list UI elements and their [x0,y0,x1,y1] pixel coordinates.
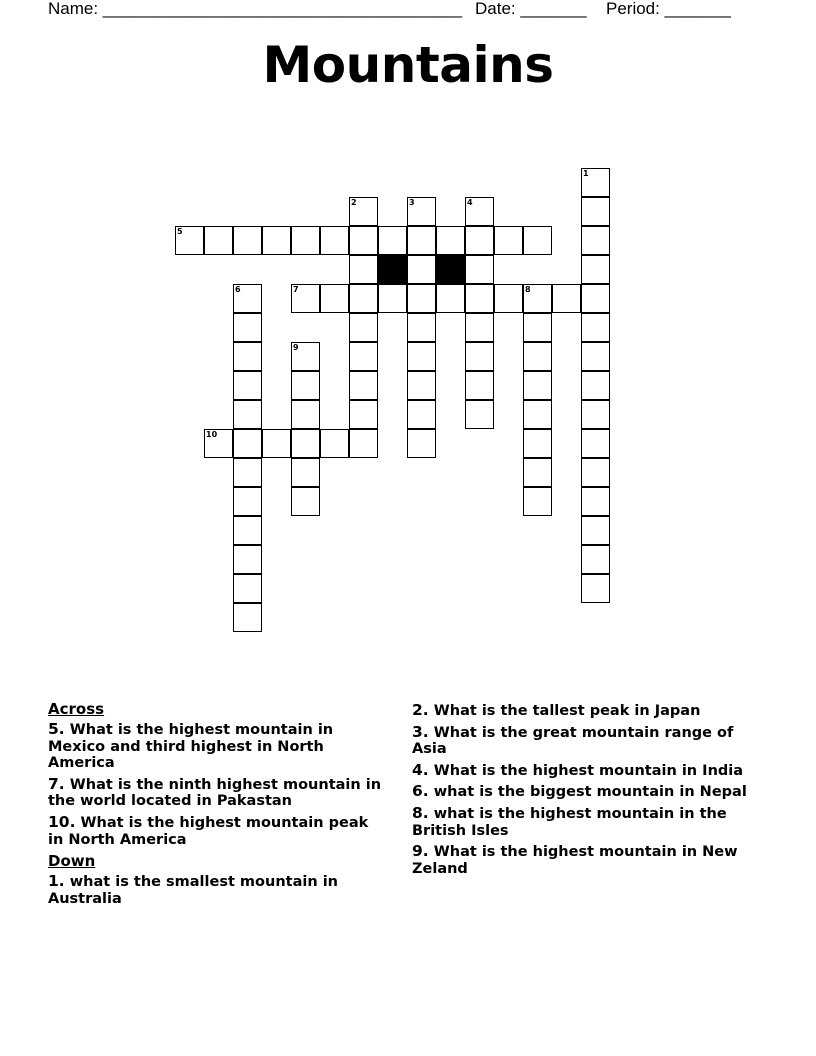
clue-text: what is the highest mountain in the British Isles [412,805,727,839]
down-heading: Down [48,852,96,871]
clue-text: what is the smallest mountain in Australia [48,874,338,907]
name-field[interactable]: Name: ______________________________________ [48,0,463,18]
clue-number: 10. [48,812,76,831]
crossword-cell[interactable] [291,284,320,313]
crossword-cell[interactable] [233,574,262,603]
clue-across-10 [48,814,388,848]
crossword-cell[interactable] [378,226,407,255]
clue-down-2 [412,702,762,720]
crossword-cell[interactable] [233,400,262,429]
clue-across-5 [48,721,388,772]
crossword-cell[interactable] [349,284,378,313]
clue-text: What is the highest mountain peak in North America [48,814,369,848]
crossword-cell[interactable] [581,516,610,545]
cell-clue-number: 6 [235,285,241,294]
clue-number: 8. [412,803,429,822]
crossword-cell[interactable] [407,197,436,226]
crossword-cell[interactable] [581,313,610,342]
clue-text: What is the highest mountain in New Zeland [412,844,738,877]
crossword-cell[interactable] [262,429,291,458]
crossword-cell[interactable] [407,313,436,342]
crossword-cell[interactable] [465,400,494,429]
crossword-cell[interactable] [581,197,610,226]
crossword-cell[interactable] [581,168,610,197]
crossword-cell[interactable] [436,226,465,255]
crossword-cell[interactable] [581,429,610,458]
crossword-cell[interactable] [407,429,436,458]
crossword-cell[interactable] [291,342,320,371]
crossword-cell[interactable] [407,284,436,313]
cell-clue-number: 9 [293,343,299,352]
clue-text: what is the biggest mountain in Nepal [433,784,747,801]
crossword-cell[interactable] [581,545,610,574]
clue-number: 9. [412,842,429,861]
clue-number: 4. [412,760,429,779]
crossword-cell[interactable] [233,371,262,400]
period-field[interactable]: Period: _______ [606,0,731,18]
crossword-cell[interactable] [523,400,552,429]
crossword-cell[interactable] [349,313,378,342]
crossword-cell[interactable] [465,342,494,371]
clue-text: What is the highest mountain in India [433,762,744,779]
crossword-cell[interactable] [233,458,262,487]
crossword-cell[interactable] [291,371,320,400]
cell-clue-number: 7 [293,285,299,294]
crossword-cell[interactable] [407,400,436,429]
clue-down-9 [412,843,762,877]
crossword-cell[interactable] [407,226,436,255]
crossword-cell[interactable] [581,226,610,255]
student-info-row [48,0,768,21]
crossword-cell[interactable] [233,516,262,545]
crossword-cell[interactable] [349,429,378,458]
crossword-cell[interactable] [204,226,233,255]
crossword-cell[interactable] [349,342,378,371]
crossword-cell[interactable] [581,487,610,516]
clue-down-6 [412,783,762,801]
cell-clue-number: 3 [409,198,415,207]
crossword-cell[interactable] [349,197,378,226]
cell-clue-number: 2 [351,198,357,207]
crossword-cell[interactable] [349,371,378,400]
crossword-cell[interactable] [465,255,494,284]
clue-number: 2. [412,701,429,719]
crossword-cell[interactable] [494,284,523,313]
clue-number: 3. [412,722,429,741]
crossword-cell[interactable] [291,429,320,458]
crossword-cell[interactable] [552,284,581,313]
clues-left-column [48,700,388,911]
crossword-cell[interactable] [465,284,494,313]
clue-down-4 [412,762,762,780]
crossword-cell[interactable] [262,226,291,255]
crossword-cell[interactable] [233,487,262,516]
crossword-cell[interactable] [291,400,320,429]
black-square [378,255,407,284]
cell-clue-number: 4 [467,198,473,207]
clue-text: What is the highest mountain in Mexico and third highest in North America [48,722,334,772]
crossword-cell[interactable] [494,226,523,255]
crossword-cell[interactable] [436,284,465,313]
clue-down-3 [412,724,762,758]
crossword-cell[interactable] [349,226,378,255]
crossword-cell[interactable] [291,487,320,516]
cell-clue-number: 10 [206,430,218,439]
crossword-cell[interactable] [233,429,262,458]
crossword-cell[interactable] [407,342,436,371]
crossword-cell[interactable] [523,226,552,255]
crossword-cell[interactable] [233,284,262,313]
clue-number: 1. [48,872,65,891]
crossword-cell[interactable] [175,226,204,255]
crossword-cell[interactable] [233,342,262,371]
crossword-cell[interactable] [465,313,494,342]
across-heading: Across [48,700,105,718]
crossword-cell[interactable] [581,371,610,400]
crossword-cell[interactable] [465,197,494,226]
crossword-cell[interactable] [581,400,610,429]
crossword-cell[interactable] [523,313,552,342]
clue-down-8 [412,805,762,839]
crossword-cell[interactable] [233,545,262,574]
clue-number: 7. [48,774,65,793]
page-title: Mountains [262,36,554,94]
clue-text: What is the tallest peak in Japan [433,703,701,719]
crossword-cell[interactable] [465,226,494,255]
clue-text: What is the ninth highest mountain in the world located in Pakastan [48,776,382,810]
cell-clue-number: 5 [177,227,183,236]
crossword-cell[interactable] [523,487,552,516]
crossword-cell[interactable] [320,226,349,255]
crossword-cell[interactable] [233,603,262,632]
date-field[interactable]: Date: _______ [475,0,587,18]
crossword-cell[interactable] [523,284,552,313]
crossword-cell[interactable] [349,400,378,429]
crossword-cell[interactable] [523,342,552,371]
crossword-cell[interactable] [291,226,320,255]
clues-right-column [412,700,762,881]
crossword-cell[interactable] [581,342,610,371]
crossword-cell[interactable] [581,574,610,603]
crossword-cell[interactable] [291,458,320,487]
crossword-cell[interactable] [378,284,407,313]
cell-clue-number: 1 [583,169,589,178]
cell-clue-number: 8 [525,285,531,294]
crossword-cell[interactable] [233,226,262,255]
clue-number: 5. [48,720,65,738]
crossword-cell[interactable] [233,313,262,342]
crossword-cell[interactable] [204,429,233,458]
clue-text: What is the great mountain range of Asia [412,724,734,758]
crossword-cell[interactable] [581,284,610,313]
crossword-cell[interactable] [581,458,610,487]
clue-number: 6. [412,782,429,801]
crossword-cell[interactable] [523,371,552,400]
crossword-cell[interactable] [320,284,349,313]
crossword-cell[interactable] [407,371,436,400]
crossword-cell[interactable] [523,429,552,458]
crossword-cell[interactable] [465,371,494,400]
clue-across-7 [48,776,388,810]
crossword-cell[interactable] [320,429,349,458]
crossword-cell[interactable] [349,255,378,284]
black-square [436,255,465,284]
crossword-cell[interactable] [523,458,552,487]
clue-down-1 [48,873,388,907]
crossword-cell[interactable] [407,255,436,284]
crossword-cell[interactable] [581,255,610,284]
